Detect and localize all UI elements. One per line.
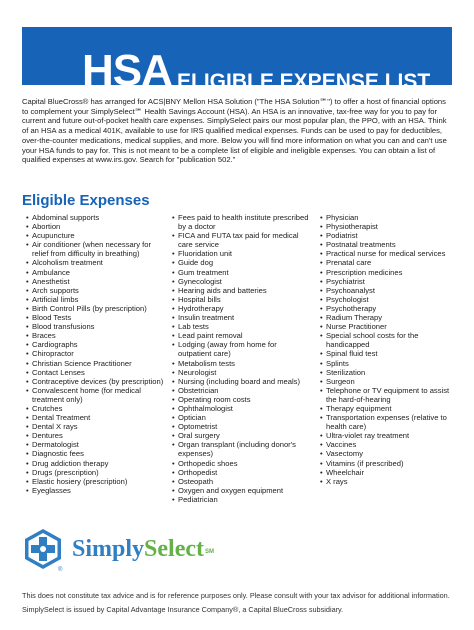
expense-item: • Prescription medicines [320, 268, 456, 277]
expense-item: • Hydrotherapy [172, 304, 312, 313]
expense-item: • Pediatrician [172, 495, 312, 504]
blue-cross-logo-icon [22, 528, 64, 570]
expense-item: • Ophthalmologist [172, 404, 312, 413]
expense-item: • Wheelchair [320, 468, 456, 477]
logo-service-mark: SM [205, 549, 214, 555]
expense-item: • Vaccines [320, 440, 456, 449]
expense-item: • Orthopedist [172, 468, 312, 477]
expense-item: • Metabolism tests [172, 359, 312, 368]
expense-item: • Physician [320, 213, 456, 222]
expense-item: • Podiatrist [320, 231, 456, 240]
expense-item: • Operating room costs [172, 395, 312, 404]
expense-item: • Diagnostic fees [26, 449, 166, 458]
expense-item: • Nurse Practitioner [320, 322, 456, 331]
expense-item: • Christian Science Practitioner [26, 359, 166, 368]
title-banner [22, 27, 452, 95]
expense-item: • Neurologist [172, 368, 312, 377]
expense-item: • Air conditioner (when necessary for relief from difficulty in breathing) [26, 240, 166, 258]
expense-item: • Dermatologist [26, 440, 166, 449]
intro-paragraph: Capital BlueCross® has arranged for ACS|BNY Mellon HSA Solution ("The HSA Solution℠") to offer a host of financial options to complement your SimplySelect℠ Health Savings Account (HSA). An HSA is an innovative, tax-free way for you to pay for current and future out-of-pocket health care expenses. SimplySelect pairs our most popular plan, the PPO, with an HSA. Think of an HSA as a medical 401K, available to use for IRS qualified medical expenses. Funds can be used to pay for deductibles, over-the-counter medications, medical supplies, and more. Below you will find more information on what you can and can't use your HSA funds to pay for. This is not meant to be a complete list of eligible and ineligible expenses. You can obtain a list of qualified expenses at www.irs.gov. Search for "publication 502." [22, 97, 447, 165]
expense-item: • Insulin treatment [172, 313, 312, 322]
expense-item: • Hearing aids and batteries [172, 286, 312, 295]
expense-item: • X rays [320, 477, 456, 486]
expense-item: • Lab tests [172, 322, 312, 331]
expense-item: • Blood Tests [26, 313, 166, 322]
expense-item: • Psychologist [320, 295, 456, 304]
expense-item: • Psychoanalyst [320, 286, 456, 295]
section-heading: Eligible Expenses [22, 192, 150, 209]
disclaimer-text: This does not constitute tax advice and is for reference purposes only. Please consult with your tax advisor for additional information. [22, 591, 450, 600]
expense-item: • Nursing (including board and meals) [172, 377, 312, 386]
expense-item: • Optician [172, 413, 312, 422]
expense-item: • Fees paid to health institute prescribed by a doctor [172, 213, 312, 231]
expense-item: • Spinal fluid test [320, 349, 456, 358]
expense-list-column-1 [26, 213, 166, 495]
expense-item: • Osteopath [172, 477, 312, 486]
expense-list-column-2 [172, 213, 312, 504]
logo-word-select: Select [144, 536, 204, 562]
expense-item: • Dentures [26, 431, 166, 440]
expense-item: • Optometrist [172, 422, 312, 431]
expense-item: • Prenatal care [320, 258, 456, 267]
expense-item: • Gum treatment [172, 268, 312, 277]
expense-item: • Sterilization [320, 368, 456, 377]
expense-item: • Physiotherapist [320, 222, 456, 231]
expense-item: • Abortion [26, 222, 166, 231]
expense-item: • Postnatal treatments [320, 240, 456, 249]
expense-item: • Organ transplant (including donor's expenses) [172, 440, 312, 458]
banner-title: HSA [82, 46, 172, 95]
expense-item: • Eyeglasses [26, 486, 166, 495]
expense-item: • Obstetrician [172, 386, 312, 395]
expense-item: • Splints [320, 359, 456, 368]
expense-item: • Vasectomy [320, 449, 456, 458]
expense-item: • Dental X rays [26, 422, 166, 431]
expense-item: • Dental Treatment [26, 413, 166, 422]
expense-item: • Abdominal supports [26, 213, 166, 222]
expense-item: • Oral surgery [172, 431, 312, 440]
expense-item: • Radium Therapy [320, 313, 456, 322]
logo-registered-mark: ® [58, 567, 63, 573]
expense-item: • Convalescent home (for medical treatment only) [26, 386, 166, 404]
expense-item: • Crutches [26, 404, 166, 413]
expense-item: • Arch supports [26, 286, 166, 295]
expense-item: • Oxygen and oxygen equipment [172, 486, 312, 495]
expense-item: • Blood transfusions [26, 322, 166, 331]
expense-item: • Acupuncture [26, 231, 166, 240]
expense-item: • FICA and FUTA tax paid for medical care service [172, 231, 312, 249]
logo-word-simply: Simply [72, 536, 145, 562]
banner-subtitle: ELIGIBLE EXPENSE LIST [177, 70, 431, 93]
expense-item: • Lodging (away from home for outpatient care) [172, 340, 312, 358]
expense-item: • Braces [26, 331, 166, 340]
expense-item: • Transportation expenses (relative to health care) [320, 413, 456, 431]
expense-item: • Birth Control Pills (by prescription) [26, 304, 166, 313]
expense-item: • Psychiatrist [320, 277, 456, 286]
expense-item: • Drugs (prescription) [26, 468, 166, 477]
expense-item: • Ambulance [26, 268, 166, 277]
expense-item: • Artificial limbs [26, 295, 166, 304]
expense-item: • Contraceptive devices (by prescription) [26, 377, 166, 386]
expense-item: • Ultra-violet ray treatment [320, 431, 456, 440]
expense-item: • Contact Lenses [26, 368, 166, 377]
issuer-text: SimplySelect is issued by Capital Advantage Insurance Company®, a Capital BlueCross subsidiary. [22, 605, 344, 614]
expense-item: • Guide dog [172, 258, 312, 267]
expense-item: • Cardiographs [26, 340, 166, 349]
expense-item: • Telephone or TV equipment to assist the hard-of-hearing [320, 386, 456, 404]
expense-item: • Gynecologist [172, 277, 312, 286]
expense-item: • Elastic hosiery (prescription) [26, 477, 166, 486]
expense-item: • Surgeon [320, 377, 456, 386]
simplyselect-logo [72, 535, 214, 563]
expense-item: • Drug addiction therapy [26, 459, 166, 468]
expense-item: • Orthopedic shoes [172, 459, 312, 468]
expense-item: • Special school costs for the handicapped [320, 331, 456, 349]
expense-item: • Fluoridation unit [172, 249, 312, 258]
expense-item: • Alcoholism treatment [26, 258, 166, 267]
expense-item: • Vitamins (if prescribed) [320, 459, 456, 468]
expense-item: • Therapy equipment [320, 404, 456, 413]
expense-item: • Practical nurse for medical services [320, 249, 456, 258]
expense-item: • Lead paint removal [172, 331, 312, 340]
expense-item: • Anesthetist [26, 277, 166, 286]
expense-item: • Psychotherapy [320, 304, 456, 313]
expense-item: • Chiropractor [26, 349, 166, 358]
expense-list-column-3 [320, 213, 456, 486]
expense-item: • Hospital bills [172, 295, 312, 304]
